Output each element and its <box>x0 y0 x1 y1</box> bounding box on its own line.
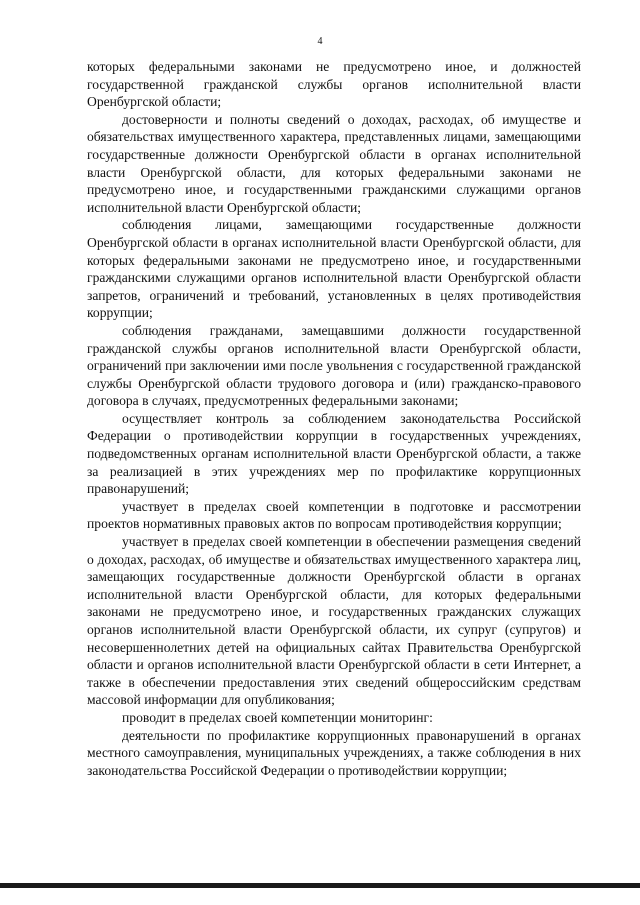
paragraph: участвует в пределах своей компетенции в обеспечении размещения сведений о доходах, расходах, об имуществе и обязательствах имущественного характера лиц, замещающих государственные должности Оренбургской области в органах исполнительной власти Оренбургской области, для которых федеральными законами не предусмотрено иное, и государственных гражданских служащих органов исполнительной власти Оренбургской области, их супруг (супругов) и несовершеннолетних детей на официальных сайтах Правительства Оренбургской области и органов исполнительной власти Оренбургской области в сети Интернет, а также в обеспечении предоставления этих сведений общероссийским средствам массовой информации для опубликования; <box>87 534 581 708</box>
paragraph: достоверности и полноты сведений о доходах, расходах, об имуществе и обязательствах имущественного характера, представленных лицами, замещающими государственные должности Оренбургской области в органах исполнительной власти Оренбургской области, для которых федеральными законами не предусмотрено иное, и государственными гражданскими служащими органов исполнительной власти Оренбургской области; <box>87 111 581 215</box>
paragraph: осуществляет контроль за соблюдением законодательства Российской Федерации о противодействии коррупции в государственных учреждениях, подведомственных органам исполнительной власти Оренбургской области, а также за реализацией в этих учреждениях мер по профилактике коррупционных правонарушений; <box>87 410 581 497</box>
page-number: 4 <box>317 36 323 47</box>
paragraph: участвует в пределах своей компетенции в подготовке и рассмотрении проектов нормативных правовых актов по вопросам противодействия коррупции; <box>87 498 581 532</box>
paragraph: проводит в пределах своей компетенции мониторинг: <box>122 709 433 725</box>
paragraph: соблюдения лицами, замещающими государственные должности Оренбургской области в органах исполнительной власти Оренбургской области, для которых федеральными законами не предусмотрено иное, и государственными гражданскими служащими органов исполнительной власти Оренбургской области запретов, ограничений и требований, установленных в целях противодействия коррупции; <box>87 217 581 321</box>
paragraph: соблюдения гражданами, замещавшими должности государственной гражданской службы органов исполнительной власти Оренбургской области, ограничений при заключении ими после увольнения с государственной гражданской службы Оренбургской области трудового договора и (или) гражданско-правового договора в случаях, предусмотренных федеральными законами; <box>87 322 581 409</box>
document-body <box>87 58 581 779</box>
paragraph: деятельности по профилактике коррупционных правонарушений в органах местного самоуправления, муниципальных учреждениях, а также соблюдения в них законодательства Российской Федерации о противодействии коррупции; <box>87 727 581 778</box>
paragraph-continuation: которых федеральными законами не предусмотрено иное, и должностей государственной гражданской службы органов исполнительной власти Оренбургской области; <box>87 59 581 110</box>
scan-edge-line <box>0 883 640 888</box>
